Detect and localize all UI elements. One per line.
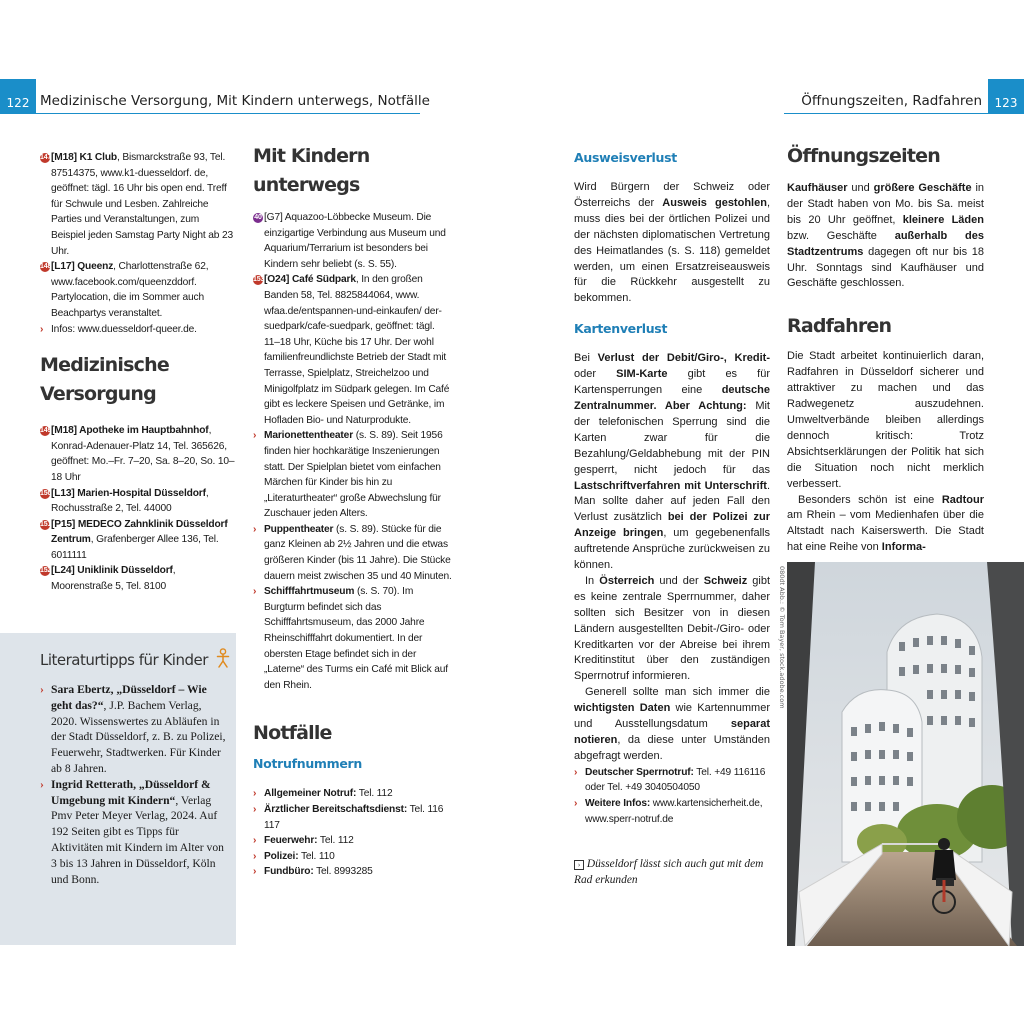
book-title: Sara Ebertz, „Düsseldorf – Wie geht das?“ xyxy=(51,683,207,712)
emphasis: außerhalb des Stadtzentrums xyxy=(787,229,984,258)
sperr-list xyxy=(574,765,770,827)
chevron-right-icon: › xyxy=(253,866,257,878)
emergency-label: Fundbüro: xyxy=(264,866,314,878)
book-title: Ingrid Retterath, „Düsseldorf & Umgebung mit Kindern“ xyxy=(51,777,211,807)
sperr-item xyxy=(574,765,770,796)
header-rule-left xyxy=(0,113,420,114)
emergency-label: Ärztlicher Bereitschaftsdienst: xyxy=(264,804,408,815)
nightlife-marker-icon: 147 xyxy=(40,154,52,161)
entry-40 xyxy=(253,210,453,272)
text: gibt es keine zentrale Sperrnummer, daher sollten sich Besitzer von in diesen Ländern ausgestellten Debit-/Giro- oder Kreditkarten vor der Abreise bei ihrem Kreditinstitut über den zuständigen Sperrnotruf informieren. xyxy=(574,574,771,683)
entry-text: , Rochusstraße 2, Tel. 44000 xyxy=(51,487,209,515)
chevron-right-icon: › xyxy=(253,835,257,847)
chevron-right-icon: › xyxy=(253,430,257,442)
emphasis: separat notieren xyxy=(574,718,770,746)
entry-152 xyxy=(40,563,236,594)
text: am Rhein – vom Medienhafen über die Altstadt nach Kaiserswerth. Die Stadt hat eine Reihe von xyxy=(787,509,984,554)
section-heading-notfaelle: Notfälle xyxy=(253,722,332,745)
section-heading-kinder: Mit Kindern unterwegs xyxy=(253,145,370,196)
food-marker-icon: 153 xyxy=(253,276,265,284)
bullet-title: Puppentheater xyxy=(264,523,334,535)
cyclist-bridge-photo xyxy=(787,562,1024,946)
medical-cross-icon: 152 xyxy=(40,567,52,575)
medical-cross-icon: 149 xyxy=(40,427,52,435)
emphasis: Informa- xyxy=(881,541,926,554)
emphasis: Kaufhäuser xyxy=(787,182,848,194)
chevron-right-icon: › xyxy=(40,683,44,696)
emergency-number xyxy=(253,864,453,880)
emphasis: wichtigsten Daten xyxy=(574,702,671,715)
chevron-right-icon: › xyxy=(253,523,257,535)
emergency-value: Tel. 112 xyxy=(317,835,354,847)
text: Besonders schön ist eine xyxy=(798,493,942,506)
entry-title: [L24] Uniklinik Düsseldorf xyxy=(51,565,173,577)
emergency-value: Tel. 112 xyxy=(356,788,393,800)
bullet-text: (s. S. 70). Im Burgturm befindet sich das Schifffahrtsmuseum, das 2000 Jahre Rheinschifffahrt dokumentiert. In der obersten Etage befindet sich in der „Laterne“ des Turms ein Café mit Blick auf den Rhein. xyxy=(264,586,448,691)
chevron-right-icon: › xyxy=(253,850,257,862)
emergency-value: Tel. 110 xyxy=(298,850,335,862)
entry-title: [M18] K1 Club xyxy=(51,152,117,163)
column-4 xyxy=(787,142,984,556)
text: in der Stadt haben von Mo. bis Sa. meist bis 20 Uhr geöffnet, xyxy=(787,182,985,226)
literature-title-text: Literaturtipps für Kinder xyxy=(40,651,208,669)
entry-title: [L17] Queenz xyxy=(51,261,114,273)
entry-title: [L13] Marien-Hospital Düsseldorf xyxy=(51,487,206,499)
literature-box-title xyxy=(40,648,230,669)
text: wie Kartennummer und Ausstellungsdatum xyxy=(574,702,770,731)
emergency-value: Tel. 116 117 xyxy=(264,804,444,831)
column-1 xyxy=(40,150,236,595)
text: Mit der telefonischen Sperrung sind die Karten zwar für die Bezahlung/Geldabhebung mit der PIN gesperrt, nicht jedoch für das xyxy=(574,399,770,476)
nightlife-marker-icon: 148 xyxy=(40,263,52,271)
text: und xyxy=(847,182,874,194)
emphasis: Verlust der Debit/Giro-, Kredit- xyxy=(597,352,770,365)
literature-item xyxy=(40,777,230,888)
emergency-value: Tel. 8993285 xyxy=(313,866,373,878)
header-rule-right xyxy=(784,113,1024,114)
subheading-ausweisverlust: Ausweisverlust xyxy=(574,150,677,165)
entry-150 xyxy=(40,486,236,517)
text: , um gegebenenfalls auftretende Ansprüche zurückweisen zu können. xyxy=(574,527,771,572)
entry-text: , In den großen Banden 58, Tel. 8825844064, www. wfaa.de/entspannen-und-einkaufen/ der-suedpark/cafe-suedpark, geöffnet: tägl. 11–18 Uhr, Küche bis 17 Uhr. Der wohl familienfreundlichste Betrieb der Stadt mit Terrasse, Spielplatz, Streichelzoo und Minigolfplatz im Südpark gelegen. Im Café gibt es leckere Speisen und Getränke, im Hofladen Bio- und Naturprodukte. xyxy=(264,274,450,426)
chevron-right-icon: › xyxy=(574,766,578,778)
medical-cross-icon: 150 xyxy=(40,489,52,497)
text: dagegen oft nur bis 18 Uhr. Sonntags sind Kaufhäuser und Geschäfte geschlossen. xyxy=(787,245,984,290)
medical-cross-icon: 151 xyxy=(40,520,52,528)
photo-credit xyxy=(778,566,786,716)
entry-149 xyxy=(40,423,236,485)
column-2 xyxy=(253,142,453,880)
paragraph-karten-1 xyxy=(574,351,770,574)
book-description: , J.P. Bachem Verlag, 2020. Wissenswertes zu Abläufen in der Stadt Düsseldorf, z. B. zu Polizei, Feuerwehr, Stadtwerken. Für Kinder ab 8 Jahren. xyxy=(51,698,226,775)
page-number-right: 123 xyxy=(988,79,1024,113)
chevron-right-icon: › xyxy=(40,323,44,335)
emphasis: kleinere Läden xyxy=(902,213,984,226)
chevron-right-icon: › xyxy=(253,788,257,800)
text: und der xyxy=(654,574,704,587)
entry-title: [P15] MEDECO Zahnklinik Düsseldorf Zentrum xyxy=(51,518,228,546)
paragraph-karten-3 xyxy=(574,685,770,765)
photo-caption xyxy=(574,856,764,888)
emphasis: Radtour xyxy=(941,493,984,506)
info-link xyxy=(40,322,236,338)
entry-text: , Bismarckstraße 93, Tel. 87514375, www.k1-duesseldorf. de, geöffnet: tägl. 16 Uhr bis open end. Treff für Schwule und Lesben. Zahlreiche Parties und Veranstaltungen, zum Beispiel jeden Samstag Party Night ab 23 Uhr. xyxy=(51,152,234,257)
emphasis: Lastschriftverfahren mit Unterschrift xyxy=(574,479,767,492)
text: Wird Bürgern der Schweiz oder Österreichs der xyxy=(574,181,770,209)
photo-illustration xyxy=(787,562,1024,946)
paragraph-oeffnungszeiten xyxy=(787,181,984,292)
text: bzw. Geschäfte xyxy=(787,229,895,242)
chevron-right-icon: › xyxy=(253,586,257,598)
text: , da diese unter Umständen abgefragt werden. xyxy=(574,734,770,762)
entry-title: [M18] Apotheke im Hauptbahnhof xyxy=(51,425,209,437)
paragraph-karten-2 xyxy=(574,574,770,685)
literature-item xyxy=(40,682,230,777)
sight-marker-icon: 40 xyxy=(254,214,262,221)
emphasis: Österreich xyxy=(599,574,655,587)
emphasis: deutsche Zentralnummer. Aber Achtung: xyxy=(574,384,770,412)
section-heading-medizin: Medizinische Versorgung xyxy=(40,354,169,406)
sperr-label: Deutscher Sperrnotruf: xyxy=(585,766,694,778)
photo-credit-text: 080dt Abb.: © Tom Bayer, stock.adobe.com xyxy=(778,566,786,709)
sperr-item xyxy=(574,796,770,827)
sperr-value: Tel. +49 116116 oder Tel. +49 3040504050 xyxy=(585,766,766,794)
emergency-label: Allgemeiner Notruf: xyxy=(264,788,357,800)
paragraph-ausweis xyxy=(574,180,770,307)
subheading-kartenverlust: Kartenverlust xyxy=(574,321,668,337)
emphasis: bei der Polizei zur Anzeige bringen xyxy=(574,511,770,540)
emergency-number xyxy=(253,833,453,849)
bullet-title: Marionettentheater xyxy=(264,430,354,442)
section-heading-radfahren: Radfahren xyxy=(787,315,892,338)
literature-list xyxy=(40,682,230,887)
emphasis: SIM-Karte xyxy=(616,368,668,381)
entry-title: [O24] Café Südpark xyxy=(264,274,356,286)
entry-text: , Charlottenstraße 62, www.facebook.com/queenzddorf. Partylocation, die im Sommer auch Beachpartys veranstaltet. xyxy=(51,261,209,319)
chevron-right-icon: › xyxy=(574,798,578,809)
bullet-item xyxy=(253,584,453,693)
emergency-number xyxy=(253,849,453,865)
entry-text: , Grafenberger Allee 136, Tel. 6011111 xyxy=(51,534,219,561)
sperr-value: www.kartensicherheit.de, www.sperr-notruf.de xyxy=(585,798,763,825)
emergency-label: Polizei: xyxy=(264,850,299,862)
info-text: Infos: www.duesseldorf-queer.de. xyxy=(51,323,197,335)
chevron-right-icon: › xyxy=(40,777,44,791)
entry-text: , Konrad-Adenauer-Platz 14, Tel. 365626, geöffnet: Mo.–Fr. 7–20, Sa. 8–20, So. 10–18 Uhr xyxy=(51,425,235,483)
text: oder xyxy=(574,368,617,381)
sperr-label: Weitere Infos: xyxy=(585,798,651,809)
entry-148 xyxy=(40,259,236,321)
caption-text: Düsseldorf lässt sich auch gut mit dem Rad erkunden xyxy=(574,858,764,886)
bullet-item xyxy=(253,522,453,584)
running-header-right: Öffnungszeiten, Radfahren xyxy=(801,93,982,109)
entry-text: , Moorenstraße 5, Tel. 8100 xyxy=(51,565,176,593)
caption-arrow-icon: › xyxy=(574,860,584,870)
running-header-left: Medizinische Versorgung, Mit Kindern unterwegs, Notfälle xyxy=(40,93,430,109)
bullet-text: (s. S. 89). Seit 1956 finden hier hochkarätige Inszenierungen statt. Der Spielplan bietet vom einfachen Märchen für Kinder bis hin zu „Literaturtheater“ große Abwechslung für Zuschauer jeden Alters. xyxy=(264,430,443,520)
entry-153 xyxy=(253,272,453,428)
emergency-number xyxy=(253,802,453,833)
entry-147 xyxy=(40,150,236,259)
text: gibt es für Kartensperrungen eine xyxy=(574,368,771,397)
page-number-left: 122 xyxy=(0,79,36,113)
section-heading-oeffnungszeiten: Öffnungszeiten xyxy=(787,145,940,167)
book-description: , Verlag Pmv Peter Meyer Verlag, 2024. Auf 192 Seiten gibt es Tipps für Aktivitäten mit Kindern im Alter von 3 bis 13 Jahren in Düsseldorf, Köln und Bonn. xyxy=(51,793,224,886)
emergency-label: Feuerwehr: xyxy=(264,835,318,847)
text: , muss dies bei der örtlichen Polizei und der nächsten diplomatischen Vertretung des Heimatlandes (s. S. 118) gemeldet werden, um einen Ersatzreiseausweis für die Rückkehr ausgestellt zu bekommen. xyxy=(574,196,770,305)
chevron-right-icon: › xyxy=(253,804,257,815)
text: In xyxy=(585,574,600,587)
bullet-title: Schifffahrtmuseum xyxy=(264,586,355,598)
text: Bei xyxy=(574,352,598,365)
emphasis: größere Geschäfte xyxy=(873,182,972,194)
column-3 xyxy=(574,150,770,827)
entry-text: [G7] Aquazoo-Löbbecke Museum. Die einzigartige Verbindung aus Museum und Aquarium/Terrarium ist besonders bei Kindern sehr beliebt (s. S. 55). xyxy=(264,212,446,270)
bullet-item xyxy=(253,428,453,522)
text: . Man sollte daher auf jeden Fall den Verlust zusätzlich xyxy=(574,479,770,524)
subheading-notrufnummern: Notrufnummern xyxy=(253,756,363,772)
child-icon xyxy=(216,648,230,668)
emphasis: Schweiz xyxy=(703,574,748,587)
emergency-number xyxy=(253,786,453,802)
entry-151 xyxy=(40,517,236,564)
text: Generell sollte man sich immer die xyxy=(585,686,770,699)
emphasis: Ausweis gestohlen xyxy=(662,196,767,209)
paragraph-radfahren-1: Die Stadt arbeitet kontinuierlich daran, Radfahren in Düsseldorf sicherer und attraktiver zu machen und das Radwegenetz auszudehnen. Umweltverbände bleiben allerdings dennoch kritisch: Trotz Absichtserklärungen der Politik hat sich die Situation noch nicht merklich verbessert. xyxy=(787,350,984,490)
paragraph-radfahren-2 xyxy=(787,493,984,557)
bullet-text: (s. S. 89). Stücke für die ganz Kleinen ab 2½ Jahren und die etwas größeren Kinder (bis 11 Jahre). Die Stücke dauern meist zwischen 35 und 40 Minuten. xyxy=(264,523,452,582)
